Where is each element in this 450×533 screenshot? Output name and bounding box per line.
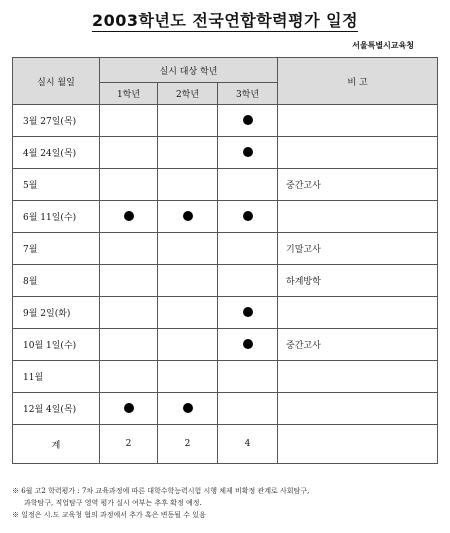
- footnotes: [12, 485, 438, 521]
- issuer-label: 서울특별시교육청: [352, 41, 414, 50]
- row-grade3-cell: [218, 329, 278, 361]
- row-date: 3월 27일(목): [13, 105, 100, 137]
- table-row: [13, 297, 438, 329]
- row-remark: [278, 105, 438, 137]
- footnote-2: ※ 일정은 시.도 교육청 협의 과정에서 추가 혹은 변동될 수 있음: [12, 511, 206, 519]
- table-row: [13, 393, 438, 425]
- table-row: [13, 361, 438, 393]
- row-date: 6월 11일(수): [13, 201, 100, 233]
- row-remark: 중간고사: [278, 169, 438, 201]
- row-grade2-cell: [158, 137, 218, 169]
- total-grade3: 4: [218, 425, 278, 464]
- row-remark: [278, 393, 438, 425]
- row-grade1-cell: [100, 361, 158, 393]
- scheduled-dot-icon: [183, 403, 193, 413]
- row-grade2-cell: [158, 169, 218, 201]
- row-grade3-cell: [218, 201, 278, 233]
- scheduled-dot-icon: [243, 307, 253, 317]
- row-date: 8월: [13, 265, 100, 297]
- row-remark: [278, 201, 438, 233]
- scheduled-dot-icon: [183, 211, 193, 221]
- row-grade1-cell: [100, 201, 158, 233]
- row-grade2-cell: [158, 361, 218, 393]
- scheduled-dot-icon: [243, 339, 253, 349]
- row-grade1-cell: [100, 393, 158, 425]
- row-grade3-cell: [218, 105, 278, 137]
- total-remark: [278, 425, 438, 464]
- row-remark: 기말고사: [278, 233, 438, 265]
- page-title-text: 2003학년도 전국연합학력평가 일정: [91, 11, 359, 30]
- row-grade2-cell: [158, 329, 218, 361]
- table-row: [13, 265, 438, 297]
- total-grade2: 2: [158, 425, 218, 464]
- row-date: 11월: [13, 361, 100, 393]
- row-grade3-cell: [218, 361, 278, 393]
- row-grade2-cell: [158, 233, 218, 265]
- scheduled-dot-icon: [243, 211, 253, 221]
- row-date: 7월: [13, 233, 100, 265]
- table-row: [13, 329, 438, 361]
- header-remarks: 비 고: [278, 58, 438, 105]
- row-grade1-cell: [100, 329, 158, 361]
- row-grade3-cell: [218, 265, 278, 297]
- footnote-1: ※ 6월 고2 학력평가 : 7차 교육과정에 따른 대학수학능력시험 시행 체제 비확정 관계로 사회탐구,: [12, 487, 310, 495]
- table-row: [13, 137, 438, 169]
- scheduled-dot-icon: [124, 211, 134, 221]
- row-grade2-cell: [158, 265, 218, 297]
- row-grade2-cell: [158, 393, 218, 425]
- row-grade2-cell: [158, 105, 218, 137]
- row-grade1-cell: [100, 137, 158, 169]
- scheduled-dot-icon: [243, 147, 253, 157]
- row-grade1-cell: [100, 265, 158, 297]
- header-grade1: 1학년: [100, 83, 158, 105]
- header-month: 실시 월일: [13, 58, 100, 105]
- page-title: [0, 8, 450, 31]
- table-row: [13, 201, 438, 233]
- row-grade3-cell: [218, 297, 278, 329]
- table-row: [13, 233, 438, 265]
- row-grade1-cell: [100, 297, 158, 329]
- row-remark: [278, 361, 438, 393]
- header-grades-group: 실시 대상 학년: [100, 58, 278, 83]
- table-row: [13, 169, 438, 201]
- row-grade2-cell: [158, 297, 218, 329]
- row-remark: 하계방학: [278, 265, 438, 297]
- row-grade1-cell: [100, 233, 158, 265]
- row-grade3-cell: [218, 169, 278, 201]
- total-grade1: 2: [100, 425, 158, 464]
- row-grade1-cell: [100, 169, 158, 201]
- row-date: 5월: [13, 169, 100, 201]
- schedule-table: [12, 57, 438, 464]
- row-remark: 중간고사: [278, 329, 438, 361]
- header-grade2: 2학년: [158, 83, 218, 105]
- row-grade2-cell: [158, 201, 218, 233]
- row-date: 12월 4일(목): [13, 393, 100, 425]
- row-remark: [278, 297, 438, 329]
- total-label: 계: [13, 425, 100, 464]
- row-grade3-cell: [218, 233, 278, 265]
- schedule-body: [13, 105, 438, 464]
- scheduled-dot-icon: [124, 403, 134, 413]
- row-date: 10월 1일(수): [13, 329, 100, 361]
- table-row: [13, 105, 438, 137]
- row-remark: [278, 137, 438, 169]
- row-date: 9월 2일(화): [13, 297, 100, 329]
- row-grade1-cell: [100, 105, 158, 137]
- total-row: [13, 425, 438, 464]
- footnote-1-continued: 과학탐구, 직업탐구 영역 평가 실시 여부는 추후 확정 예정.: [24, 499, 202, 507]
- row-date: 4월 24일(목): [13, 137, 100, 169]
- row-grade3-cell: [218, 393, 278, 425]
- header-grade3: 3학년: [218, 83, 278, 105]
- row-grade3-cell: [218, 137, 278, 169]
- scheduled-dot-icon: [243, 115, 253, 125]
